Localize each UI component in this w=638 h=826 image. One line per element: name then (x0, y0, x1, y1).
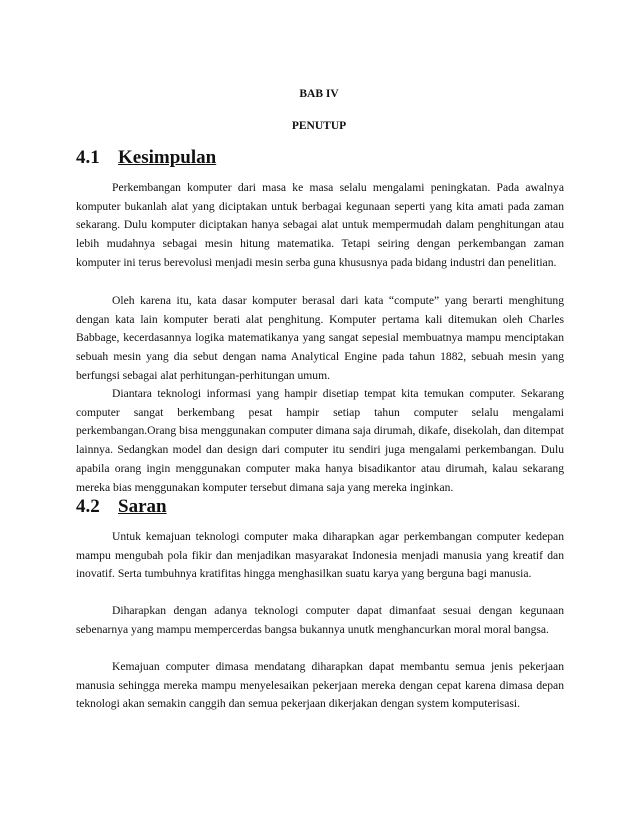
section-title: Kesimpulan (118, 147, 217, 168)
paragraph: Kemajuan computer dimasa mendatang diharapkan dapat membantu semua jenis pekerjaan manusia sehingga mereka mampu menyelesaikan pekerjaan mereka dengan cepat karena dimasa depan teknologi akan semakin canggih dan semua pekerjaan dikerjakan dengan system komputerisasi. (76, 660, 564, 711)
section-number: 4.2 (76, 496, 100, 517)
section-heading-kesimpulan (76, 147, 216, 169)
paragraph: Perkembangan komputer dari masa ke masa selalu mengalami peningkatan. Pada awalnya komputer bukanlah alat yang diciptakan untuk berbagai kegunaan seperti yang kita amati pada zaman sekarang. Dulu komputer diciptakan hanya sebagai alat untuk mempermudah dalam penghitungan atau lebih mudahnya sebagai mesin hitung matematika. Tetapi seiring dengan perkembangan zaman komputer ini terus berevolusi menjadi mesin serba guna khususnya pada bidang industri dan penelitian. (76, 181, 564, 269)
section-number: 4.1 (76, 147, 100, 168)
chapter-title: PENUTUP (291, 120, 347, 132)
section-title: Saran (118, 496, 167, 517)
paragraph: Diantara teknologi informasi yang hampir disetiap tempat kita temukan computer. Sekarang computer sangat berkembang pesat hampir setiap tahun computer selalu mengalami perkembangan.Orang bisa menggunakan computer dimana saja dirumah, dikafe, disekolah, dan ditempat lainnya. Sedangkan model dan design dari computer itu sendiri juga mengalami perkembangan. Dulu apabila orang ingin menggunakan computer maka hanya bisadikantor atau dirumah, kalau sekarang mereka bias menggunakan komputer tersebut dimana saja yang mereka inginkan. (76, 387, 564, 494)
chapter-label: BAB IV (299, 88, 339, 100)
paragraph: Oleh karena itu, kata dasar komputer berasal dari kata “compute” yang berarti menghitung dengan kata lain komputer berati alat penghitung. Komputer pertama kali ditemukan oleh Charles Babbage, kecerdasannya logika matematikanya yang sangat sepesial membuatnya mampu menciptakan sebuah mesin yang dia sebut dengan nama Analytical Engine pada tahun 1882, sebuah mesin yang berfungsi sebagai alat perhitungan-perhitungan umum. (76, 294, 564, 382)
paragraph: Diharapkan dengan adanya teknologi computer dapat dimanfaat sesuai dengan kegunaan sebenarnya yang mampu mempercerdas bangsa bukannya unutk menghancurkan moral moral bangsa. (76, 604, 564, 636)
paragraph: Untuk kemajuan teknologi computer maka diharapkan agar perkembangan computer kedepan mampu mengubah pola fikir dan menjadikan masyarakat Indonesia menjadi manusia yang kreatif dan inovatif. Serta tumbuhnya kratifitas hingga menghasilkan suatu karya yang berguna bagi manusia. (76, 530, 564, 581)
section-heading-saran (76, 496, 167, 518)
